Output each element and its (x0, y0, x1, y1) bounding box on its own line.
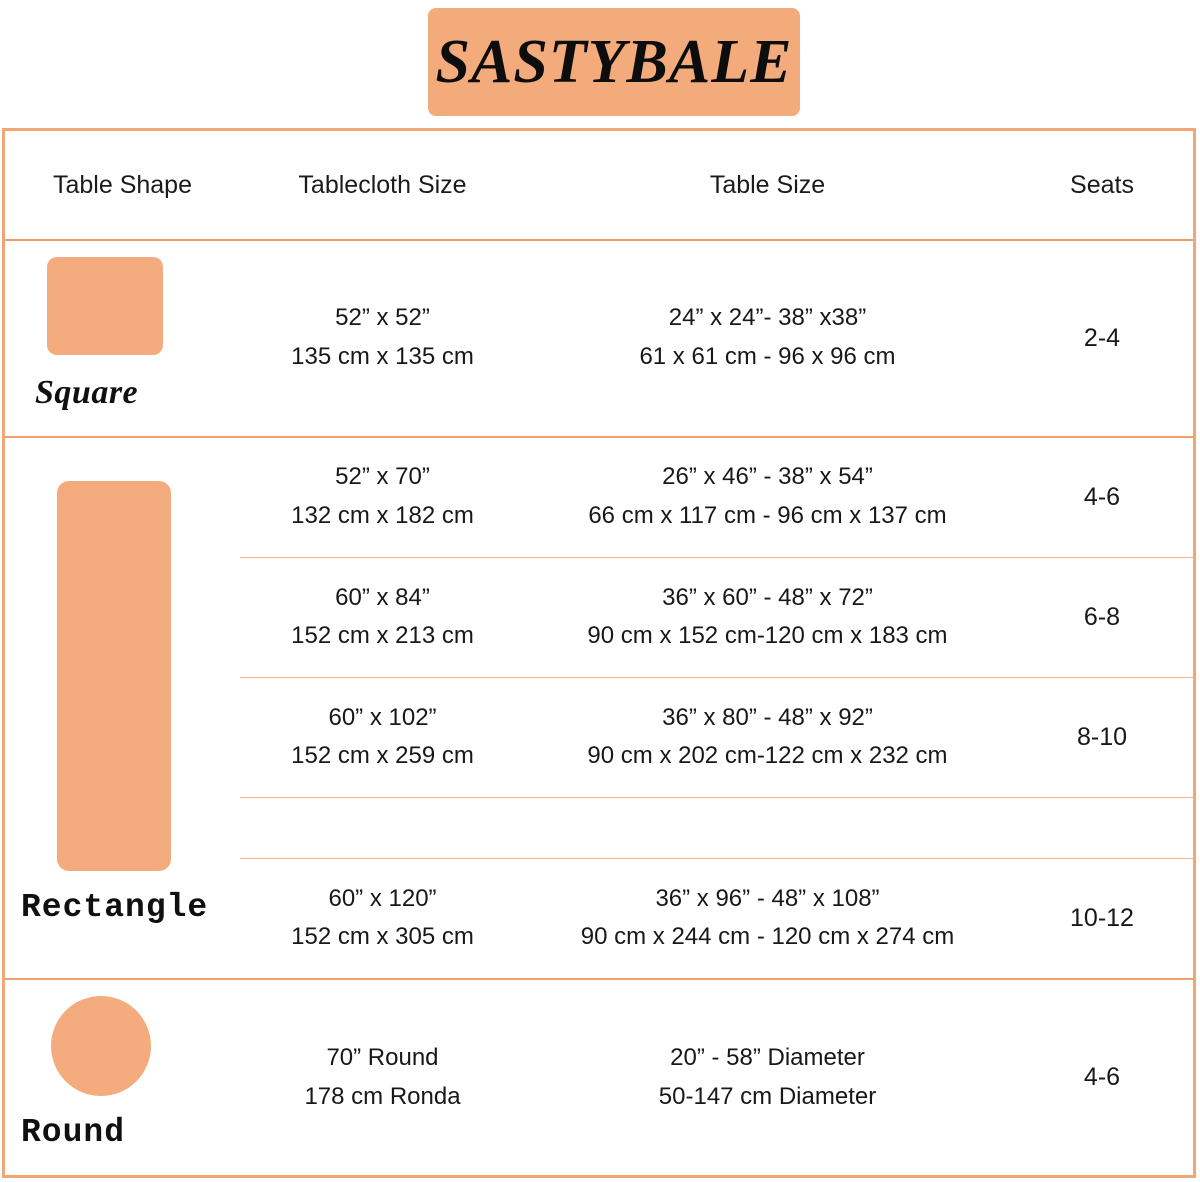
seats-cell: 4-6 (1083, 1063, 1121, 1092)
size-chart (2, 128, 1196, 1178)
seats-cell: 4-6 (1010, 437, 1194, 558)
table-row (5, 240, 1194, 437)
shape-label-round: Round (21, 1113, 126, 1151)
tablecloth-size-inches: 60” x 102” (328, 703, 437, 731)
tablecloth-size-inches: 52” x 70” (335, 463, 430, 491)
size-chart-table (5, 131, 1194, 1175)
rectangle-swatch-icon (57, 481, 171, 871)
table-row (5, 979, 1194, 1175)
table-size-cm: 50-147 cm Diameter (658, 1082, 877, 1110)
tablecloth-size-cell (240, 557, 525, 677)
seats-cell: 2-4 (1010, 240, 1194, 437)
table-size-inches: 20” - 58” Diameter (670, 1043, 865, 1071)
table-size-cm: 90 cm x 152 cm-120 cm x 183 cm (587, 622, 948, 650)
tablecloth-size-cell (240, 979, 525, 1175)
tablecloth-size-inches: 70” Round (326, 1043, 439, 1071)
square-swatch-icon (47, 257, 163, 355)
table-size-cell (525, 240, 1010, 437)
table-size-cell (525, 437, 1010, 558)
table-size-inches: 24” x 24”- 38” x38” (668, 304, 867, 332)
tablecloth-size-inches: 60” x 84” (335, 583, 430, 611)
table-size-cell (525, 677, 1010, 797)
shape-cell-square (5, 240, 240, 437)
tablecloth-size-cell (240, 797, 525, 858)
table-size-inches: 36” x 80” - 48” x 92” (662, 703, 873, 731)
table-size-inches: 36” x 60” - 48” x 72” (662, 583, 873, 611)
shape-label-rectangle: Rectangle (21, 889, 209, 927)
tablecloth-size-cell (240, 240, 525, 437)
tablecloth-size-inches: 52” x 52” (335, 304, 430, 332)
shape-label-square: Square (35, 373, 139, 411)
shape-cell-round (5, 979, 240, 1175)
tablecloth-size-cm: 152 cm x 213 cm (291, 622, 474, 650)
table-size-cell (525, 557, 1010, 677)
column-header-table-shape: Table Shape (5, 131, 240, 240)
table-size-inches: 36” x 96” - 48” x 108” (655, 884, 880, 912)
seats-cell: 10-12 (1010, 858, 1194, 979)
column-header-tablecloth-size: Tablecloth Size (240, 131, 525, 240)
shape-cell-rectangle (5, 437, 240, 979)
table-size-cm: 90 cm x 202 cm-122 cm x 232 cm (587, 742, 948, 770)
circle-swatch-icon (51, 996, 151, 1096)
table-size-cell (525, 797, 1010, 858)
tablecloth-size-cm: 178 cm Ronda (304, 1082, 461, 1110)
table-size-cell (525, 858, 1010, 979)
tablecloth-size-cm: 152 cm x 305 cm (291, 923, 474, 951)
table-size-cell (525, 979, 1010, 1175)
column-header-table-size: Table Size (525, 131, 1010, 240)
table-header-row (5, 131, 1194, 240)
column-header-seats: Seats (1010, 131, 1194, 240)
table-size-cm: 90 cm x 244 cm - 120 cm x 274 cm (580, 923, 955, 951)
seats-cell: 6-8 (1010, 557, 1194, 677)
table-size-inches: 26” x 46” - 38” x 54” (662, 463, 873, 491)
table-size-cm: 61 x 61 cm - 96 x 96 cm (639, 343, 896, 371)
tablecloth-size-cm: 135 cm x 135 cm (291, 343, 474, 371)
tablecloth-size-cm: 132 cm x 182 cm (291, 502, 474, 530)
tablecloth-size-cm: 152 cm x 259 cm (291, 742, 474, 770)
tablecloth-size-cell (240, 858, 525, 979)
tablecloth-size-cell (240, 677, 525, 797)
brand-header (0, 0, 1200, 128)
seats-cell: 8-10 (1010, 677, 1194, 797)
brand-name: SASTYBALE (435, 27, 793, 96)
tablecloth-size-cell (240, 437, 525, 558)
seats-cell (1010, 797, 1194, 858)
tablecloth-size-inches: 60” x 120” (328, 884, 437, 912)
table-row (5, 437, 1194, 558)
table-size-cm: 66 cm x 117 cm - 96 cm x 137 cm (588, 502, 947, 530)
